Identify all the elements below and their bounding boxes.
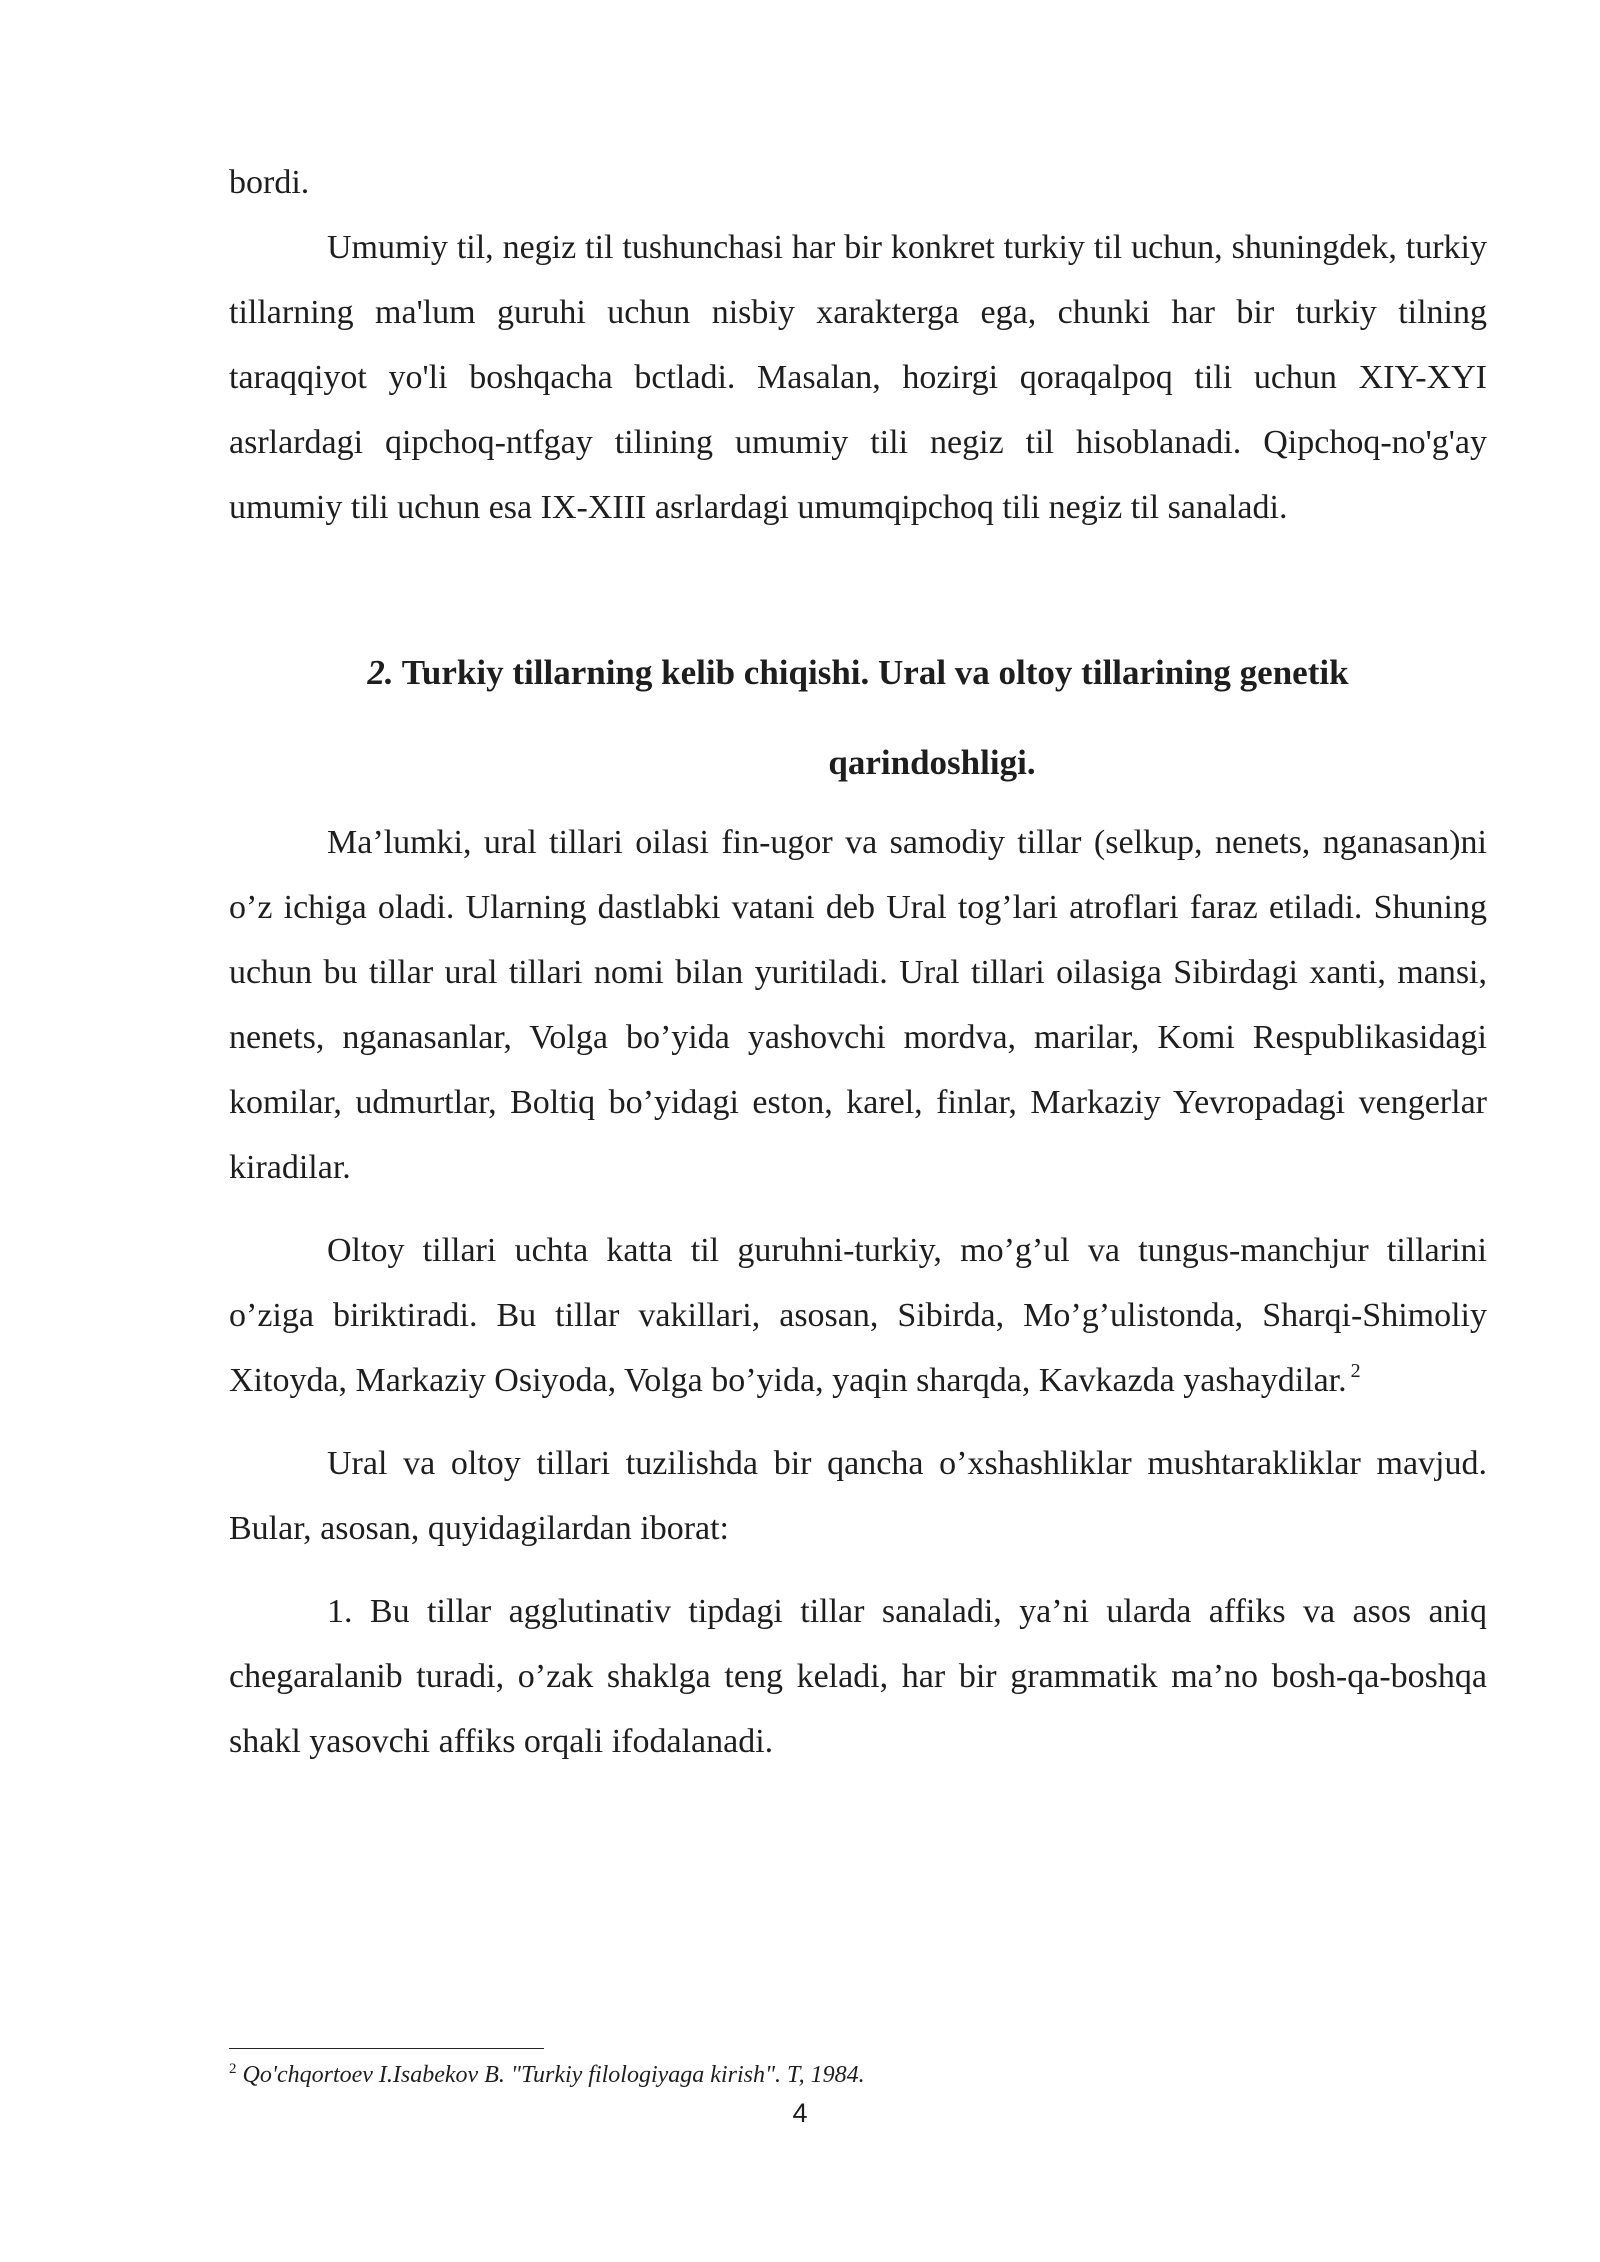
page-number: 4 bbox=[792, 2098, 808, 2128]
paragraph-continuation: bordi. bbox=[229, 164, 310, 201]
paragraph-oltoy-text: Oltoy tillari uchta katta til guruhni-turkiy, mo’g’ul va tungus-manchjur tillarini o’ziga biriktiradi. Bu tillar vakillari, asosan, Sibirda, Mo’g’ulistonda, Sharqi-Shimoliy Xitoyda, Markaziy Osiyoda, Volga bo’yida, yaqin sharqda, Kavkazda yashaydilar. bbox=[229, 1232, 1487, 1399]
paragraph-negiz-til: Umumiy til, negiz til tushunchasi har bir konkret turkiy til uchun, shuningdek, turkiy tillarning ma'lum guruhi uchun nisbiy xarakterga ega, chunki har bir turkiy tilning taraqqiyot yo'li boshqacha bctladi. Masalan, hozirgi qoraqalpoq tili uchun XIY-XYI asrlardagi qipchoq-ntfgay tilining umumiy tili negiz til hisoblanadi. Qipchoq-no'g'ay umumiy tili uchun esa IX-XIII asrlardagi umumqipchoq tili negiz til sanaladi. bbox=[229, 229, 1487, 526]
footnote-separator bbox=[229, 2048, 544, 2049]
paragraph-oltoy-tillari bbox=[229, 1218, 1487, 1413]
section-number: 2. bbox=[367, 653, 394, 692]
section-heading bbox=[229, 628, 1487, 808]
footnote bbox=[229, 2060, 1487, 2090]
section-title-line2: qarindoshligi. bbox=[828, 743, 1036, 782]
page-body bbox=[229, 150, 1487, 1774]
paragraph-oxshashliklar: Ural va oltoy tillari tuzilishda bir qancha o’xshashliklar mushtarakliklar mavjud. Bular, asosan, quyidagilardan iborat: bbox=[229, 1445, 1487, 1547]
footnote-reference[interactable]: 2 bbox=[1350, 1360, 1361, 1382]
paragraph-list-item-1: 1. Bu tillar agglutinativ tipdagi tillar sanaladi, ya’ni ularda affiks va asos aniq chegaralanib turadi, o’zak shaklga teng keladi, har bir grammatik ma’no bosh-qa-boshqa shakl yasovchi affiks orqali ifodalanadi. bbox=[229, 1593, 1487, 1760]
footnote-text: Qo'chqortoev I.Isabekov B. "Turkiy filologiyaga kirish". T, 1984. bbox=[242, 2062, 865, 2088]
paragraph-ural-tillari: Ma’lumki, ural tillari oilasi fin-ugor va samodiy tillar (selkup, nenets, nganasan)ni o’z ichiga oladi. Ularning dastlabki vatani deb Ural tog’lari atroflari faraz etiladi. Shuning uchun bu tillar ural tillari nomi bilan yuritiladi. Ural tillari oilasiga Sibirdagi xanti, mansi, nenets, nganasanlar, Volga bo’yida yashovchi mordva, marilar, Komi Respublikasidagi komilar, udmurtlar, Boltiq bo’yidagi eston, karel, finlar, Markaziy Yevropadagi vengerlar kiradilar. bbox=[229, 824, 1487, 1186]
section-title-line1: Turkiy tillarning kelib chiqishi. Ural va oltoy tillarining genetik bbox=[401, 653, 1349, 692]
footnote-marker: 2 bbox=[229, 2061, 237, 2077]
